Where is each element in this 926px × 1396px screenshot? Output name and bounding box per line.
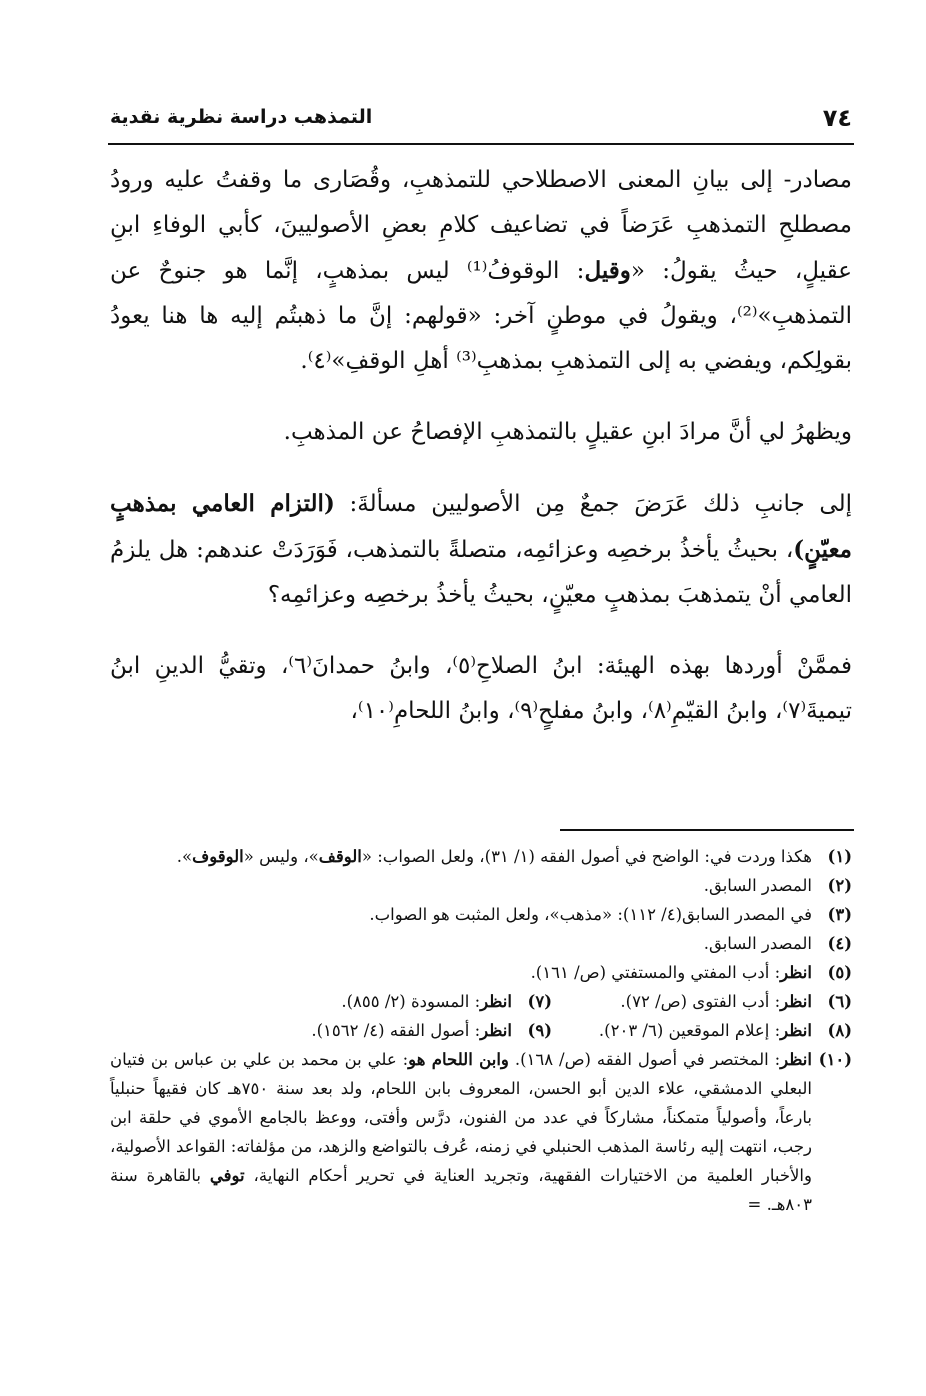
footnote-3: (٣) في المصدر السابق(٤/ ١١٢): «مذهب»، ولعل المثبت هو الصواب.: [369, 905, 852, 924]
footnotes: [110, 842, 852, 1219]
footnote-separator: [560, 829, 854, 831]
paragraph-4: فممَّنْ أوردها بهذه الهيئة: ابنُ الصلاحِ⁽٥⁾، وابنُ حمدانَ⁽٦⁾، وتقيُّ الدينِ ابنُ تيميةَ⁽٧⁾، وابنُ القيّمِ⁽٨⁾، وابنُ مفلحٍ⁽٩⁾، وابنُ اللحامِ⁽١٠⁾،: [110, 653, 853, 724]
header-rule: [108, 143, 854, 145]
running-title: التمذهب دراسة نظرية نقدية: [110, 106, 373, 128]
footnote-row-8-9: [110, 1016, 852, 1045]
footnote-5: (٥) انظر: أدب المفتي والمستفتي (ص/ ١٦١).: [530, 963, 852, 982]
main-text: [110, 158, 852, 734]
footnote-1: (١) هكذا وردت في: الواضح في أصول الفقه (١/ ٣١)، ولعل الصواب: «الوقف»، وليس «الوقوف».: [176, 847, 852, 866]
footnote-10: (١٠) انظر: المختصر في أصول الفقه (ص/ ١٦٨). وابن اللحام هو: علي بن محمد بن علي بن عباس بن فتيان البعلي الدمشقي، علاء الدين أبو الحسن، المعروف بابن اللحام، ولد بعد سنة ٧٥٠هـ كان فقيهاً حنبلياً بارعاً، وأصولياً متمكناً، مشاركاً في عدد من الفنون، درَّس وأفتى، ووعظ بالجامع الأموي في حلقة ابن رجب، انتهت إليه رئاسة المذهب الحنبلي في زمنه، عُرف بالتواضع والزهد، من مؤلفاته: القواعد الأصولية، والأخبار العلمية من الاختيارات الفقهية، وتجريد العناية في تحرير أحكام النهاية، توفي بالقاهرة سنة ٨٠٣هـ. =: [110, 1050, 852, 1214]
footnote-2: (٢) المصدر السابق.: [703, 876, 852, 895]
paragraph-1: مصادر- إلى بيانِ المعنى الاصطلاحي للتمذهبِ، وقُصَارى ما وقفتُ عليه ورودُ مصطلحِ التمذهبِ عَرَضاً في تضاعيف كلامِ بعضِ الأصوليينَ، كأبي الوفاءِ ابنِ عقيلٍ، حيثُ يقولُ: «وقيل: الوقوفُ⁽¹⁾ ليس بمذهبٍ، إنَّما هو جنوحٌ عن التمذهبِ»⁽²⁾، ويقولُ في موطنٍ آخر: «قولهم: إنَّ ما ذهبتُم إليه ها هنا يعودُ بقولِكم، ويفضي به إلى التمذهبِ بمذهبِ⁽³⁾ أهلِ الوقفِ»⁽٤⁾.: [110, 167, 852, 374]
paragraph-2: ويظهرُ لي أنَّ مرادَ ابنِ عقيلٍ بالتمذهبِ الإفصاحُ عن المذهبِ.: [283, 419, 852, 445]
footnote-6: (٦) انظر: أدب الفتوى (ص/ ٧٢).: [620, 992, 852, 1011]
paragraph-3: إلى جانبِ ذلك عَرَضَ جمعٌ مِن الأصوليين مسألةَ: (التزام العامي بمذهبٍ معيّنٍ)، بحيثُ يأخذُ برخصِه وعزائمِه، متصلةً بالتمذهب، فَوَرَدَتْ عندهم: هل يلزمُ العامي أنْ يتمذهبَ بمذهبٍ معيّنٍ، بحيثُ يأخذُ برخصِه وعزائمِه؟: [110, 490, 852, 608]
footnote-4: (٤) المصدر السابق.: [703, 934, 852, 953]
footnote-7: (٧) انظر: المسودة (٢/ ٨٥٥).: [341, 992, 552, 1011]
footnote-row-6-7: [110, 987, 852, 1016]
page-header: [110, 100, 852, 140]
footnote-9: (٩) انظر: أصول الفقه (٤/ ١٥٦٢).: [311, 1021, 552, 1040]
page-number: ٧٤: [822, 104, 852, 132]
footnote-8: (٨) انظر: إعلام الموقعين (٦/ ٢٠٣).: [598, 1021, 852, 1040]
